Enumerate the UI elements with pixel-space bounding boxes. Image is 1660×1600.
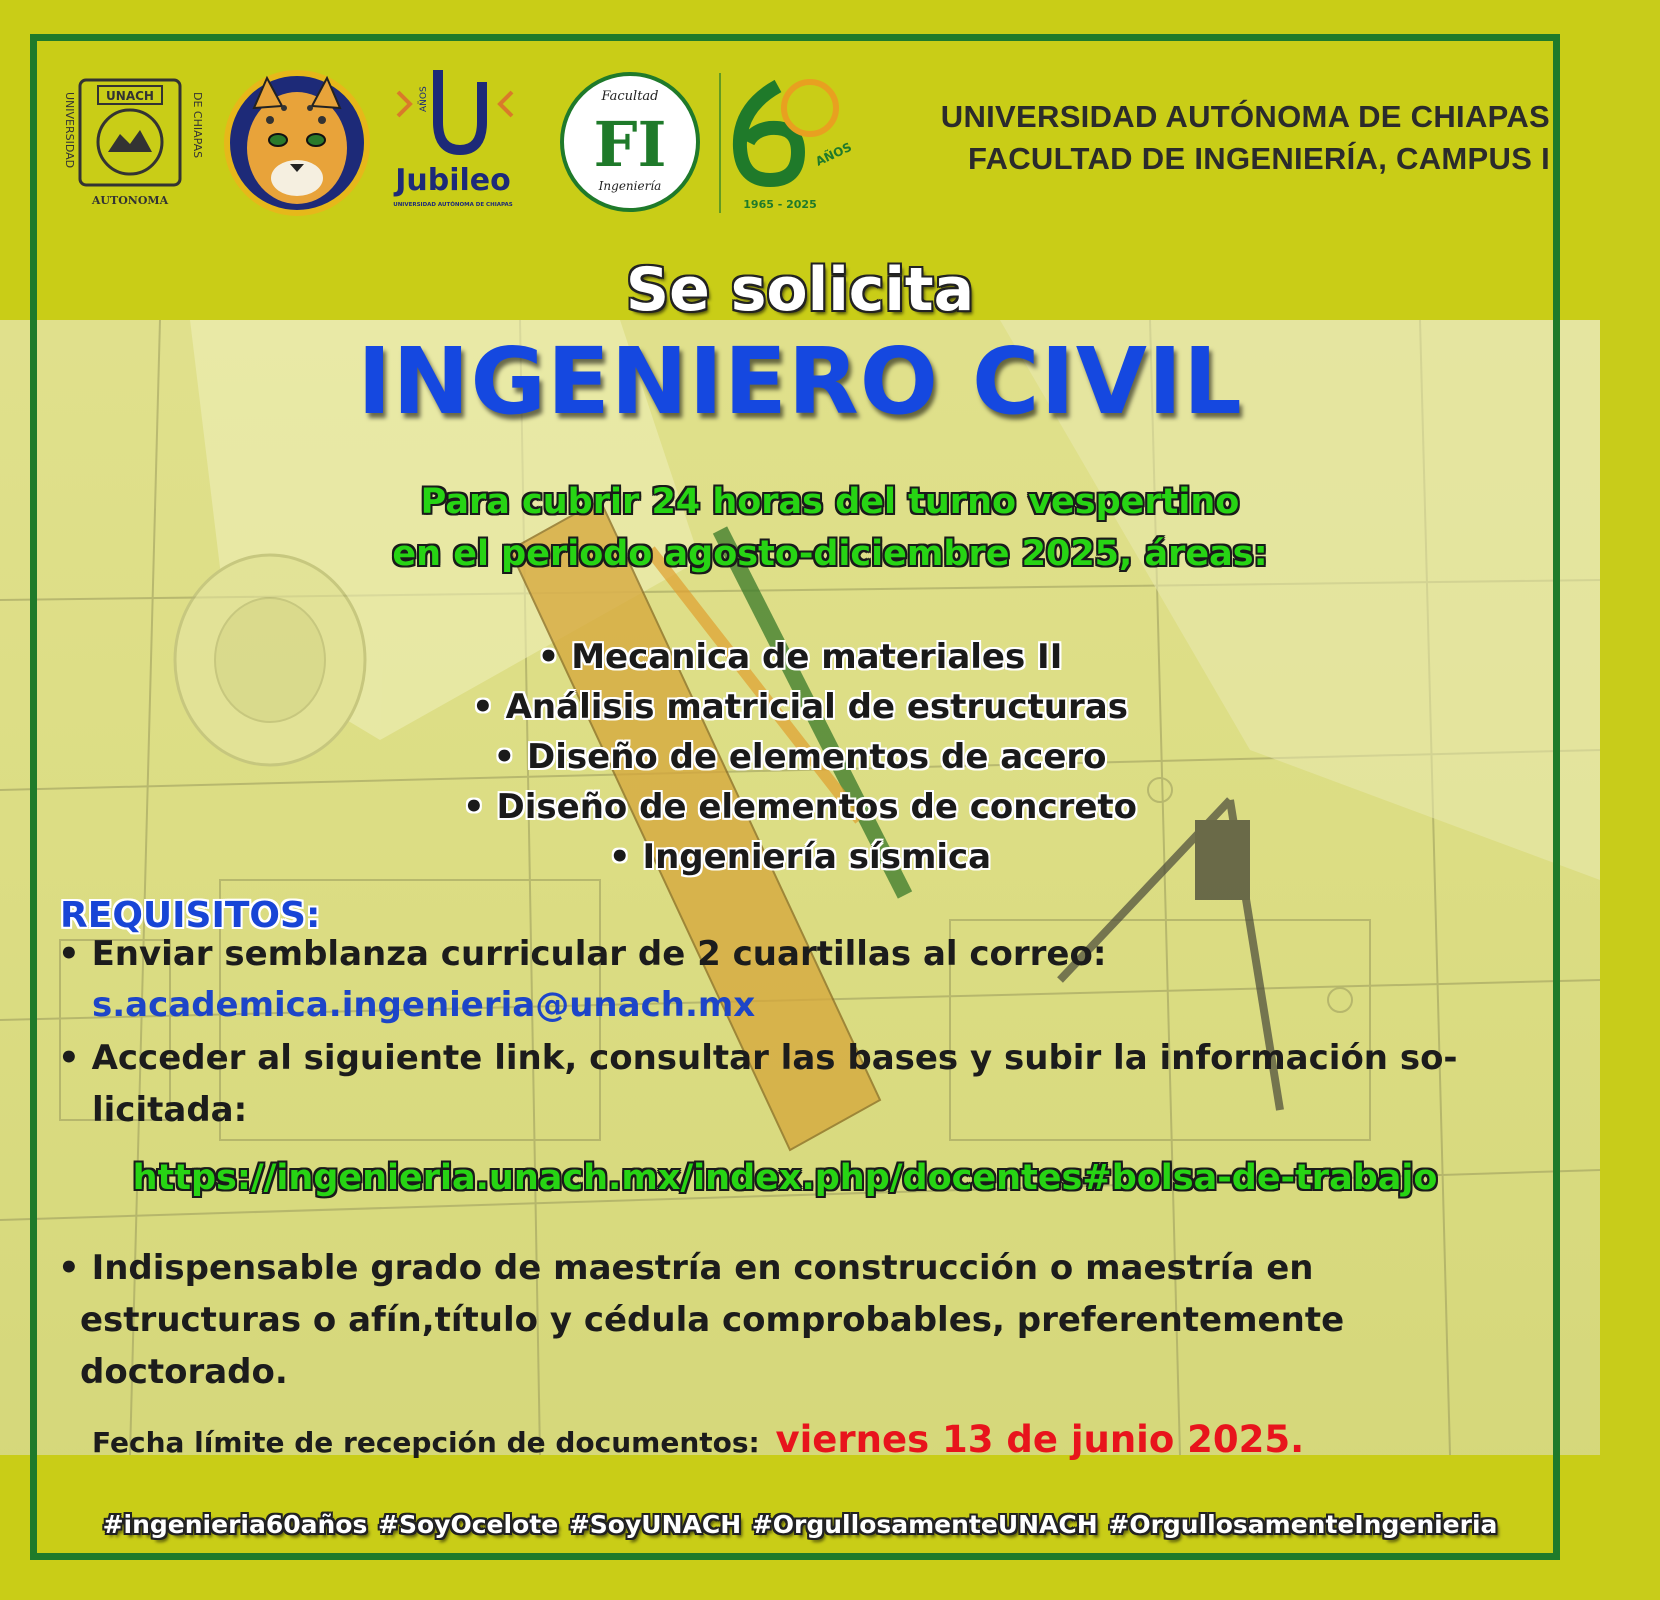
seal-top-text: UNACH (106, 89, 154, 103)
ocelot-mascot-logo (222, 68, 372, 222)
faculty-name: FACULTAD DE INGENIERÍA, CAMPUS I (968, 141, 1550, 176)
seal-left-text: UNIVERSIDAD (63, 92, 76, 169)
jubileo-name-text: Jubileo (395, 163, 511, 198)
deadline-date: viernes 13 de junio 2025. (775, 1418, 1305, 1461)
area-item: • Diseño de elementos de acero (0, 732, 1600, 782)
job-title: INGENIERO CIVIL (357, 328, 1243, 435)
seal-right-text: DE CHIAPAS (191, 92, 204, 159)
deadline (92, 1418, 1304, 1461)
university-name: UNIVERSIDAD AUTÓNOMA DE CHIAPAS (940, 99, 1550, 134)
subtitle-line-1: Para cubrir 24 horas del turno vespertino (420, 482, 1240, 522)
contact-email-link[interactable]: s.academica.ingenieria@unach.mx (92, 985, 756, 1025)
facultad-ingenieria-logo (558, 70, 703, 219)
areas-list (0, 632, 1600, 882)
requirement-access-link-line-1: • Acceder al siguiente link, consultar las bases y subir la información so- (58, 1038, 1458, 1078)
seal-bottom-text: AUTONOMA (91, 194, 169, 207)
requirements-heading: REQUISITOS: (60, 895, 321, 936)
jubileo-years-text: AÑOS (419, 86, 429, 112)
area-item: • Diseño de elementos de concreto (0, 782, 1600, 832)
sixty-years-text: 1965 - 2025 (743, 198, 817, 211)
unach-seal-logo (58, 72, 203, 216)
jubileo-caption-text: UNIVERSIDAD AUTÓNOMA DE CHIAPAS (393, 202, 513, 208)
sixty-label-text: AÑOS (813, 139, 854, 169)
deadline-label: Fecha límite de recepción de documentos: (92, 1426, 760, 1459)
area-item: • Análisis matricial de estructuras (0, 682, 1600, 732)
sixty-years-logo (718, 68, 854, 222)
facultad-top-text: Facultad (601, 89, 659, 104)
subtitle-line-2: en el periodo agosto-diciembre 2025, áreas: (392, 534, 1268, 574)
subtitle (0, 476, 1660, 580)
job-board-link[interactable]: https://ingenieria.unach.mx/index.php/docentes#bolsa-de-trabajo (132, 1158, 1438, 1198)
area-item: • Mecanica de materiales II (0, 632, 1600, 682)
requirement-access-link-line-2: licitada: (92, 1090, 248, 1130)
headline-intro: Se solicita (625, 255, 975, 325)
requirement-degree-line-2: estructuras o afín,título y cédula comprobables, preferentemente (80, 1300, 1345, 1340)
requirement-degree-line-1: • Indispensable grado de maestría en construcción o maestría en (58, 1248, 1314, 1288)
area-item: • Ingeniería sísmica (0, 832, 1600, 882)
requirement-send-cv: • Enviar semblanza curricular de 2 cuartillas al correo: (58, 934, 1107, 974)
hashtags: #ingenieria60años #SoyOcelote #SoyUNACH #OrgullosamenteUNACH #OrgullosamenteIngenieria (102, 1510, 1498, 1539)
requirement-degree-line-3: doctorado. (80, 1352, 288, 1392)
facultad-bottom-text: Ingeniería (598, 179, 662, 193)
jubileo-50-logo (380, 62, 530, 226)
institution-title (941, 96, 1550, 180)
facultad-letters: FI (593, 108, 667, 181)
